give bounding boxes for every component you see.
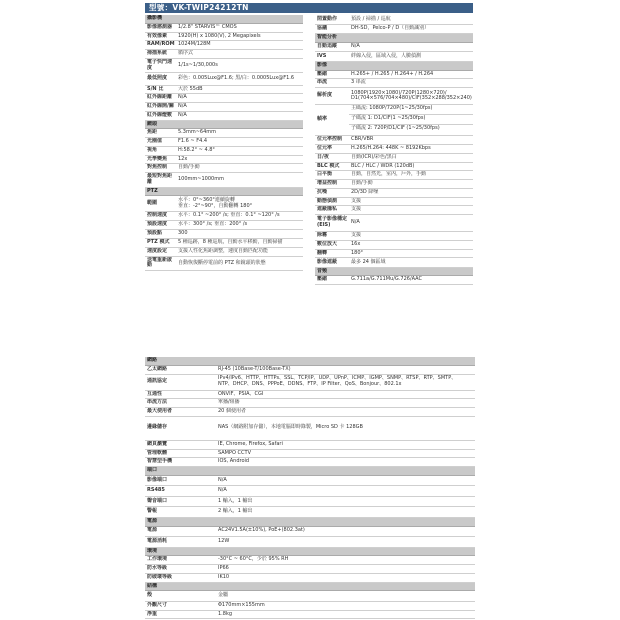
- spec-value: N/A: [176, 111, 303, 120]
- spec-label: 增益控制: [315, 180, 349, 189]
- spec-row: [145, 565, 475, 574]
- section-title: PTZ: [145, 187, 303, 196]
- section-header: [145, 187, 303, 196]
- spec-value: 100mm~1000mm: [176, 173, 303, 188]
- spec-row: [145, 496, 475, 507]
- section-title: 音頻: [315, 267, 473, 276]
- spec-value: 預設 / 掃描 / 巡航: [349, 15, 473, 24]
- spec-row: [145, 111, 303, 120]
- spec-value: 金屬: [216, 591, 475, 602]
- spec-value: 單播/組播: [216, 399, 475, 408]
- spec-label: 協議: [315, 24, 349, 33]
- section-title: 環境: [145, 547, 475, 556]
- spec-label: 最大使用者: [145, 408, 216, 417]
- spec-value: 1024M/128M: [176, 41, 303, 50]
- spec-row: [145, 94, 303, 103]
- model-header: [145, 3, 473, 13]
- spec-value: 1920(H) x 1080(V), 2 Megapixels: [176, 32, 303, 41]
- section-header: [145, 547, 475, 556]
- spec-value: 12W: [216, 537, 475, 548]
- spec-value: 循序式: [176, 50, 303, 59]
- spec-table-network-power-structure: [145, 357, 475, 619]
- spec-label: 最短對焦距離: [145, 173, 176, 188]
- spec-label: BLC 模式: [315, 162, 349, 171]
- section-title: 網路: [145, 357, 475, 365]
- spec-row: [145, 573, 475, 582]
- spec-row: [315, 52, 473, 61]
- spec-row: [315, 162, 473, 171]
- spec-label: 外觀尺寸: [145, 601, 216, 610]
- spec-label: 電子影像穩定(EIS): [315, 215, 349, 232]
- spec-label: 有效像素: [145, 32, 176, 41]
- section-header: [315, 34, 473, 43]
- spec-row: [145, 416, 475, 440]
- spec-value: 子碼流 2: 720P/D1/CIF (1~25/30fps): [351, 125, 440, 132]
- spec-value: 1080P(1920×1080)/720P(1280×720)/ D1(704×576/704×480)/CIF(352×288/352×240): [349, 88, 473, 105]
- spec-value: SAMPO CCTV: [216, 449, 475, 458]
- spec-row: [145, 73, 303, 85]
- spec-row: [145, 507, 475, 518]
- spec-row: [145, 247, 303, 256]
- spec-label: 抗噪: [315, 188, 349, 197]
- spec-row: [145, 196, 303, 212]
- spec-value: 自動(ICR)/彩色/黑白: [349, 153, 473, 162]
- spec-row: [145, 138, 303, 147]
- spec-label: 位元率: [315, 145, 349, 154]
- spec-row: [145, 458, 475, 467]
- spec-value: N/A: [349, 215, 473, 232]
- spec-label: S/N 比: [145, 85, 176, 94]
- spec-row: [145, 103, 303, 112]
- spec-label: 工作環境: [145, 556, 216, 565]
- spec-label: RS485: [145, 486, 216, 497]
- spec-label: 電源消耗: [145, 537, 216, 548]
- spec-row: [145, 256, 303, 271]
- spec-value: H.265/H.264: 448K ~ 8192Kbps: [349, 145, 473, 154]
- spec-label: 邊緣儲存: [145, 416, 216, 440]
- spec-value: 水平：0.1° ~200° /s; 垂直：0.1° ~120° /s: [176, 212, 303, 221]
- spec-row: [145, 556, 475, 565]
- spec-value: 1 輸入，1 輸出: [216, 496, 475, 507]
- spec-label: 焦距: [145, 129, 176, 138]
- section-header: [145, 517, 475, 526]
- spec-row: [145, 50, 303, 59]
- spec-label: IVS: [315, 52, 349, 61]
- spec-value: IPv4/IPv6、HTTP、HTTPs、SSL、TCP/IP、UDP、UPnP、ICMP、IGMP、SNMP、RTSP、RTP、SMTP、 NTP、DHCP、DNS、PPPoE、DDNS、FTP、IP Filter、QoS、Bonjour、802.1x: [216, 374, 475, 390]
- spec-row: [145, 440, 475, 449]
- spec-label: 幀率: [315, 105, 349, 136]
- spec-row: [315, 153, 473, 162]
- spec-value: 水平：300° /s; 垂直：200° /s: [176, 221, 303, 230]
- spec-value: 300: [176, 229, 303, 238]
- spec-row: [315, 276, 473, 285]
- spec-label: 遮蔽隱私: [315, 206, 349, 215]
- spec-label: RAM/ROM: [145, 41, 176, 50]
- spec-label: 聲音端口: [145, 496, 216, 507]
- section-title: 鏡頭: [145, 120, 303, 129]
- spec-row: [145, 164, 303, 173]
- section-title: 電源: [145, 517, 475, 526]
- spec-value: IE, Chrome, Firefox, Safari: [216, 440, 475, 449]
- spec-value: N/A: [176, 94, 303, 103]
- spec-value: 1/1s~1/30,000s: [176, 58, 303, 73]
- spec-label: 翻轉: [315, 249, 349, 258]
- section-title: 攝影機: [145, 15, 303, 23]
- spec-row: [315, 171, 473, 180]
- spec-value: 16x: [349, 240, 473, 249]
- spec-label: 壓縮: [315, 276, 349, 285]
- spec-label: 影像感測器: [145, 23, 176, 32]
- spec-row: [145, 610, 475, 619]
- spec-label: 防水等級: [145, 565, 216, 574]
- section-header: [145, 15, 303, 23]
- spec-value: 5 種巡跡，8 種巡航，自動水平移動，自動掃描: [176, 238, 303, 247]
- model-label: 型號：: [149, 3, 173, 12]
- spec-value: 180°: [349, 249, 473, 258]
- spec-value: 12x: [176, 155, 303, 164]
- spec-label: 最低照度: [145, 73, 176, 85]
- spec-label: 紅外線開/關: [145, 103, 176, 112]
- spec-row: [145, 526, 475, 537]
- spec-label: 電源: [145, 526, 216, 537]
- spec-row: [315, 240, 473, 249]
- spec-label: 殼: [145, 591, 216, 602]
- spec-row: [315, 70, 473, 79]
- spec-value: 彩色：0.005Lux@F1.6; 黑/白：0.0005Lux@F1.6: [176, 73, 303, 85]
- spec-label: 掃描系統: [145, 50, 176, 59]
- spec-row: [315, 24, 473, 33]
- spec-label: 光學變焦: [145, 155, 176, 164]
- spec-row: [145, 212, 303, 221]
- spec-value: 水平：0°~360°連續旋轉 垂直：-2°~90°，自動翻轉 180°: [176, 196, 303, 212]
- spec-label: 紅外線燈數: [145, 111, 176, 120]
- spec-row: [145, 32, 303, 41]
- spec-value: 子碼流 1: D1/CIF(1 ~25/30fps): [349, 115, 473, 125]
- spec-label: 對焦控制: [145, 164, 176, 173]
- spec-label: 壓縮: [315, 70, 349, 79]
- spec-value: NAS（網路附加存儲），本地電腦即時錄製，Micro SD 卡 128GB: [216, 416, 475, 440]
- spec-value: 3 串流: [349, 79, 473, 88]
- section-title: 端口: [145, 467, 475, 476]
- spec-label: 日/夜: [315, 153, 349, 162]
- spec-label: 影像遮蔽: [315, 258, 349, 267]
- spec-value: CBR/VBR: [349, 136, 473, 145]
- spec-row: [145, 475, 475, 486]
- spec-value: N/A: [349, 43, 473, 52]
- spec-value: 支援人性化焦距調整，速度自動匹配功能: [176, 247, 303, 256]
- spec-value: 絆線入侵，區域入侵，人臉偵測: [349, 52, 473, 61]
- spec-row: [315, 197, 473, 206]
- spec-label: 速度設定: [145, 247, 176, 256]
- spec-label: 除霧: [315, 232, 349, 241]
- spec-value: 自動，自然光，室內，戶外，手動: [349, 171, 473, 180]
- spec-value: G.711a/G.711Mu/G.726/AAC: [349, 276, 473, 285]
- spec-label: 防破壞等級: [145, 573, 216, 582]
- spec-row: [145, 408, 475, 417]
- spec-row: [145, 155, 303, 164]
- spec-row: [145, 537, 475, 548]
- spec-row: [145, 229, 303, 238]
- spec-row: [145, 399, 475, 408]
- spec-row: [315, 136, 473, 145]
- spec-label: 通訊協定: [145, 374, 216, 390]
- spec-value: DH-SD，Pelco-P / D（自動識別）: [349, 24, 473, 33]
- spec-label: 電子快門速度: [145, 58, 176, 73]
- spec-row: [145, 23, 303, 32]
- spec-value: 支援: [349, 197, 473, 206]
- spec-value: 自動恢復斷停電前的 PTZ 和鏡頭的狀態: [176, 256, 303, 271]
- spec-row: [145, 486, 475, 497]
- spec-label: PTZ 模式: [145, 238, 176, 247]
- spec-row: [315, 206, 473, 215]
- spec-row: [145, 449, 475, 458]
- spec-value: 1/2.8" STARVIS™ CMOS: [176, 23, 303, 32]
- spec-value: IK10: [216, 573, 475, 582]
- spec-row: [145, 221, 303, 230]
- spec-row: [315, 88, 473, 105]
- spec-row: [145, 390, 475, 399]
- spec-label: 串流方法: [145, 399, 216, 408]
- spec-row: [315, 232, 473, 241]
- spec-label: 預設速度: [145, 221, 176, 230]
- spec-value: 自動/手動: [176, 164, 303, 173]
- spec-label: 範圍: [145, 196, 176, 212]
- spec-value: 自動/手動: [349, 180, 473, 189]
- spec-row: [315, 145, 473, 154]
- spec-label: 警報: [145, 507, 216, 518]
- section-header: [145, 467, 475, 476]
- spec-label: 淨重: [145, 610, 216, 619]
- spec-row: [145, 129, 303, 138]
- spec-row: [145, 591, 475, 602]
- spec-row: [145, 374, 475, 390]
- spec-label: 動態偵測: [315, 197, 349, 206]
- spec-value: 大於 55dB: [176, 85, 303, 94]
- spec-label: 智慧型手機: [145, 458, 216, 467]
- section-header: [145, 582, 475, 591]
- spec-row: [145, 365, 475, 374]
- model-number: VK-TWIP24212TN: [172, 3, 249, 12]
- spec-value: 20 個使用者: [216, 408, 475, 417]
- spec-row: [315, 43, 473, 52]
- spec-label: 自動追蹤: [315, 43, 349, 52]
- spec-row: [315, 79, 473, 88]
- spec-label: 送電重新啟動: [145, 256, 176, 271]
- spec-label: 網頁瀏覽: [145, 440, 216, 449]
- spec-value: 主碼流: 1080P/720P(1~25/30fps): [349, 105, 473, 115]
- spec-value: 支援: [349, 206, 473, 215]
- section-header: [315, 61, 473, 70]
- spec-value: RJ-45 (10Base-T/100Base-TX): [216, 365, 475, 374]
- spec-table-camera-lens-ptz: [145, 15, 303, 271]
- spec-value: N/A: [216, 475, 475, 486]
- spec-label: 視角: [145, 146, 176, 155]
- spec-row: [315, 215, 473, 232]
- spec-table-smart-video-audio: [315, 15, 473, 285]
- spec-row: [315, 180, 473, 189]
- spec-row: [145, 58, 303, 73]
- spec-label: 位元率控制: [315, 136, 349, 145]
- spec-label: 影像端口: [145, 475, 216, 486]
- spec-value: ONVIF、PSIA、CGI: [216, 390, 475, 399]
- spec-row: [145, 41, 303, 50]
- spec-value: BLC / HLC / WDR (120dB): [349, 162, 473, 171]
- spec-value: IP66: [216, 565, 475, 574]
- spec-value: 5.3mm~64mm: [176, 129, 303, 138]
- spec-row: [315, 188, 473, 197]
- spec-label: 管理軟體: [145, 449, 216, 458]
- section-title: 影像: [315, 61, 473, 70]
- spec-value: N/A: [176, 103, 303, 112]
- spec-row: [145, 85, 303, 94]
- spec-row: [145, 238, 303, 247]
- spec-value: 最多 24 個區域: [349, 258, 473, 267]
- spec-value: AC24V1.5A(±10%), PoE+(802.3at): [216, 526, 475, 537]
- spec-row: [315, 258, 473, 267]
- spec-value: Φ170mm×155mm: [216, 601, 475, 610]
- spec-value: 支援: [349, 232, 473, 241]
- spec-label: 互通性: [145, 390, 216, 399]
- spec-value: 2D/3D 降噪: [349, 188, 473, 197]
- spec-label: 紅外線距離: [145, 94, 176, 103]
- spec-value: N/A: [216, 486, 475, 497]
- spec-row: [315, 105, 473, 136]
- spec-value-group: [349, 105, 473, 136]
- spec-row: [145, 173, 303, 188]
- spec-label: 解析度: [315, 88, 349, 105]
- spec-label: 光圈值: [145, 138, 176, 147]
- spec-label: 乙太網路: [145, 365, 216, 374]
- spec-row: [315, 249, 473, 258]
- section-header: [145, 120, 303, 129]
- section-header: [315, 267, 473, 276]
- spec-value: -30°C ~ 60°C，少於 95% RH: [216, 556, 475, 565]
- section-header: [145, 357, 475, 365]
- spec-value: 1.8kg: [216, 610, 475, 619]
- spec-row: [145, 601, 475, 610]
- spec-label: 白平衡: [315, 171, 349, 180]
- spec-label: 閒置動作: [315, 15, 349, 24]
- spec-value: 2 輸入，1 輸出: [216, 507, 475, 518]
- spec-value: IOS, Android: [216, 458, 475, 467]
- spec-label: 預設點: [145, 229, 176, 238]
- spec-row: [145, 146, 303, 155]
- spec-value: H:58.2° ~ 4.8°: [176, 146, 303, 155]
- spec-row: [315, 15, 473, 24]
- spec-value: H.265+ / H.265 / H.264+ / H.264: [349, 70, 473, 79]
- spec-label: 控制速度: [145, 212, 176, 221]
- spec-label: 數位放大: [315, 240, 349, 249]
- section-title: 智能分析: [315, 34, 473, 43]
- spec-value: F1.6 ~ F4.4: [176, 138, 303, 147]
- section-title: 結構: [145, 582, 475, 591]
- spec-label: 串流: [315, 79, 349, 88]
